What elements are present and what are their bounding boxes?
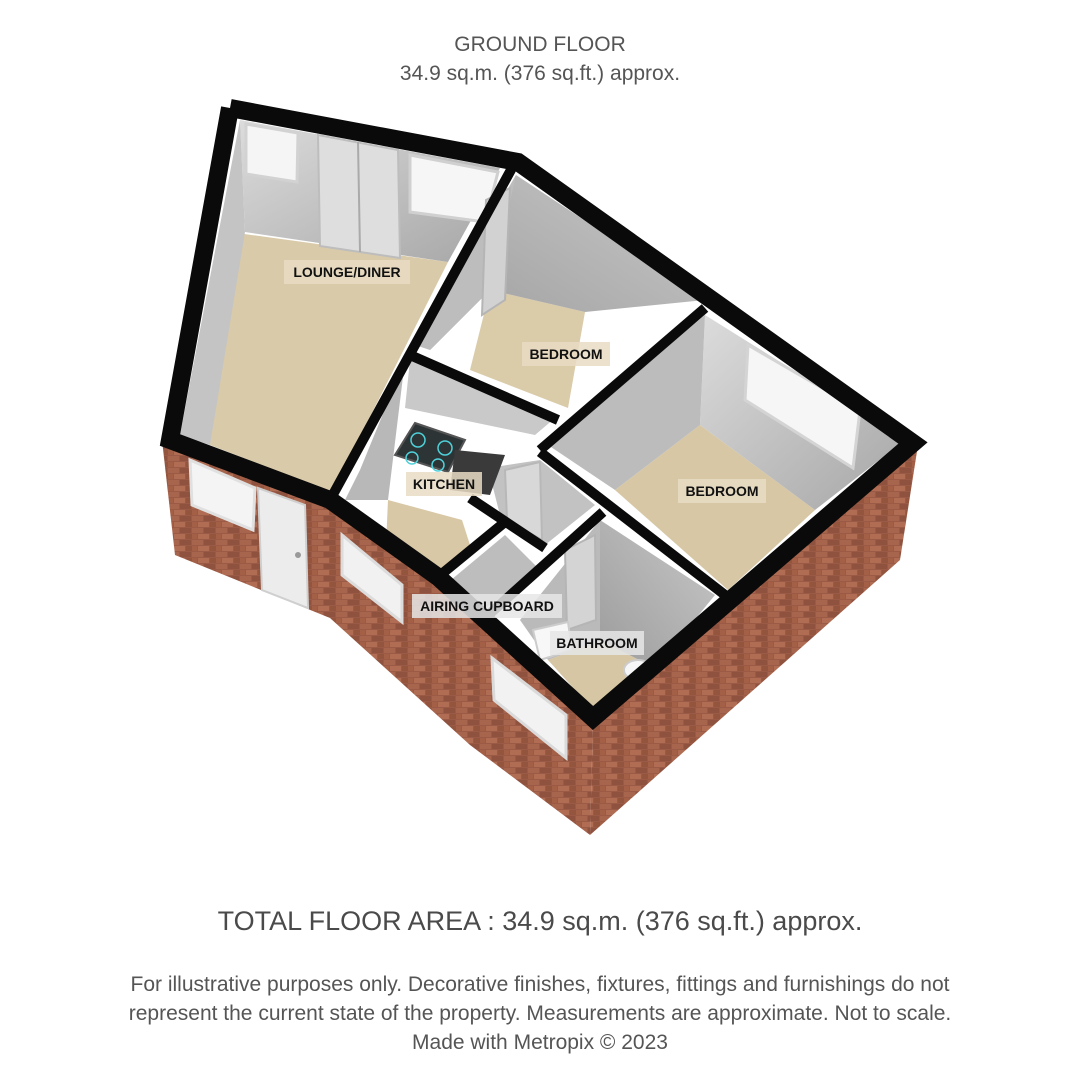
disclaimer-line-1: For illustrative purposes only. Decorative finishes, fixtures, fittings and furnishings do not <box>130 973 950 996</box>
floor-name: GROUND FLOOR <box>454 33 626 56</box>
floor-area: 34.9 sq.m. (376 sq.ft.) approx. <box>399 62 681 85</box>
disclaimer <box>0 970 1080 1057</box>
room-label-airing-cupboard: AIRING CUPBOARD <box>420 598 554 614</box>
room-label-kitchen: KITCHEN <box>412 476 476 492</box>
room-label-bedroom-2: BEDROOM <box>685 483 759 499</box>
total-floor-area: TOTAL FLOOR AREA : 34.9 sq.m. (376 sq.ft.) approx. <box>217 906 863 936</box>
credit-line: Made with Metropix © 2023 <box>412 1031 668 1054</box>
bathroom-door <box>565 535 596 630</box>
disclaimer-line-2: represent the current state of the property. Measurements are approximate. Not to scale. <box>128 1002 952 1025</box>
room-label-bathroom: BATHROOM <box>556 635 638 651</box>
room-label-lounge-diner: LOUNGE/DINER <box>293 264 401 280</box>
door-handle <box>295 552 301 558</box>
lounge-window-left <box>246 124 298 182</box>
room-label-bedroom-1: BEDROOM <box>529 346 603 362</box>
front-door <box>258 488 308 608</box>
